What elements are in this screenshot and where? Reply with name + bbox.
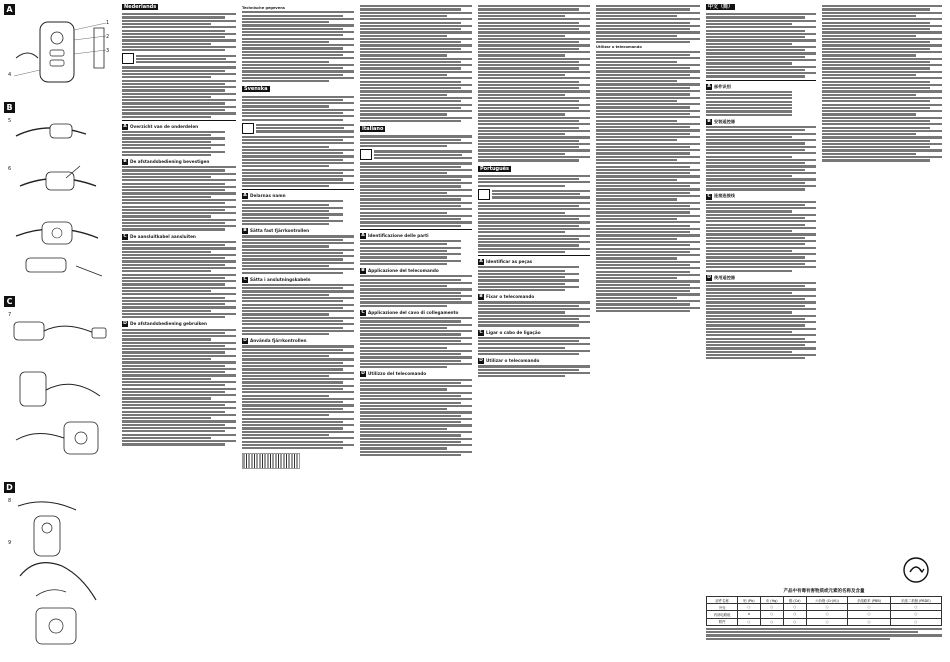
table-cell: ○ bbox=[806, 604, 848, 611]
callout-7: 7 bbox=[8, 312, 12, 318]
language-header-sv: Svenska bbox=[244, 86, 268, 93]
use-remote-illustration bbox=[6, 496, 114, 656]
section-letter: B bbox=[707, 118, 711, 124]
table-cell: ○ bbox=[806, 618, 848, 625]
section-letter: D bbox=[707, 274, 711, 280]
column-italiano bbox=[360, 4, 472, 658]
section-letter: D bbox=[243, 338, 247, 344]
waste-bin-icon bbox=[478, 189, 490, 200]
hazardous-substances-table bbox=[706, 588, 942, 641]
header-cell: 汞 (Hg) bbox=[760, 597, 783, 604]
section-letter: B bbox=[243, 228, 247, 234]
header-cell: 镉 (Cd) bbox=[783, 597, 806, 604]
language-header-it: Italiano bbox=[362, 126, 384, 133]
section-letter: C bbox=[707, 193, 711, 199]
table-cell: ○ bbox=[890, 604, 941, 611]
section-letter: B bbox=[123, 159, 127, 165]
section-letter: C bbox=[243, 276, 247, 282]
table-row bbox=[707, 611, 942, 618]
section-title: 安装遥控器 bbox=[714, 118, 735, 124]
section-title: 部件识别 bbox=[714, 83, 731, 89]
table-cell: ○ bbox=[890, 611, 941, 618]
section-letter: D bbox=[479, 358, 483, 364]
language-header-nl: Nederlands bbox=[124, 4, 157, 10]
section-letter: A bbox=[123, 123, 127, 129]
section-title: Applicazione del telecomando bbox=[368, 268, 439, 274]
table-cell: ○ bbox=[760, 611, 783, 618]
figure-letter-b: B bbox=[4, 102, 15, 113]
header-cell: 多溴联苯 (PBB) bbox=[848, 597, 890, 604]
callout-6: 6 bbox=[8, 166, 12, 172]
section-title: 使用遥控器 bbox=[714, 274, 735, 280]
section-letter: B bbox=[479, 294, 483, 300]
table-cell: ○ bbox=[848, 618, 890, 625]
section-title: Identificar as peças bbox=[486, 259, 533, 265]
figure-column bbox=[0, 0, 118, 662]
section-letter: D bbox=[123, 321, 127, 327]
section-letter: B bbox=[361, 268, 365, 274]
table-cell: 内部电路板 bbox=[707, 611, 738, 618]
column-portugues-cont bbox=[596, 4, 700, 658]
column-portugues bbox=[478, 4, 590, 658]
table-cell: × bbox=[738, 611, 760, 618]
section-letter: C bbox=[123, 233, 127, 239]
header-cell: 六价铬 (Cr(VI)) bbox=[806, 597, 848, 604]
language-header-pt: Português bbox=[480, 165, 510, 172]
callout-9: 9 bbox=[8, 540, 12, 546]
use-remote-heading: Utilizar o telecomando bbox=[596, 45, 642, 50]
section-title: De afstandsbediening gebruiken bbox=[130, 321, 207, 327]
table-cell: ○ bbox=[848, 611, 890, 618]
column-chinese-specs bbox=[822, 4, 942, 549]
environment-protection-use-period-icon bbox=[902, 556, 930, 584]
figure-letter-a: A bbox=[4, 4, 15, 15]
table-cell: ○ bbox=[760, 604, 783, 611]
waste-bin-icon bbox=[122, 53, 134, 64]
section-title: De afstandsbediening bevestigen bbox=[130, 158, 210, 164]
table-row bbox=[707, 604, 942, 611]
table-cell: ○ bbox=[848, 604, 890, 611]
table-cell: 外壳 bbox=[707, 604, 738, 611]
section-letter: C bbox=[361, 309, 365, 315]
figure-letter-c: C bbox=[4, 296, 15, 307]
language-header-zh: 中文（简） bbox=[708, 4, 734, 10]
table-cell: ○ bbox=[806, 611, 848, 618]
section-letter: D bbox=[361, 371, 365, 377]
callout-8: 8 bbox=[8, 498, 12, 504]
column-svenska bbox=[242, 4, 354, 658]
table-cell: ○ bbox=[783, 604, 806, 611]
table-cell: ○ bbox=[738, 618, 760, 625]
table-footnote bbox=[706, 628, 942, 640]
waste-bin-icon bbox=[360, 149, 372, 160]
section-title: Overzicht van de onderdelen bbox=[130, 123, 199, 129]
header-cell: 部件名称 bbox=[707, 597, 738, 604]
table-cell: ○ bbox=[783, 618, 806, 625]
callout-3: 3 bbox=[106, 48, 110, 54]
table-cell: ○ bbox=[738, 604, 760, 611]
section-letter: C bbox=[479, 329, 483, 335]
callout-2: 2 bbox=[106, 34, 110, 40]
callout-5: 5 bbox=[8, 118, 12, 124]
section-title: Ligar o cabo de ligação bbox=[486, 329, 541, 335]
connect-cable-illustration bbox=[6, 310, 114, 470]
waste-bin-icon bbox=[242, 123, 254, 134]
figure-letter-d: D bbox=[4, 482, 15, 493]
callout-4: 4 bbox=[8, 72, 12, 78]
section-title: Identificazione delle parti bbox=[368, 232, 429, 238]
remote-parts-illustration bbox=[6, 18, 114, 88]
section-letter: A bbox=[707, 83, 711, 89]
section-title: Delarnas namn bbox=[250, 193, 286, 199]
section-title: Fixar o telecomando bbox=[486, 294, 535, 300]
section-title: Sätta i anslutningskabeln bbox=[250, 276, 311, 282]
table-row bbox=[707, 618, 942, 625]
table-header-row bbox=[707, 597, 942, 604]
column-chinese bbox=[706, 4, 816, 584]
section-title: Utilizzo del telecomando bbox=[368, 371, 427, 377]
header-cell: 多溴二苯醚 (PBDE) bbox=[890, 597, 941, 604]
section-title: Applicazione del cavo di collegamento bbox=[368, 309, 459, 315]
barcode bbox=[242, 453, 300, 469]
callout-1: 1 bbox=[106, 20, 110, 26]
table-cell: 附件 bbox=[707, 618, 738, 625]
specs-heading: Technische gegevens bbox=[242, 6, 285, 10]
table-title: 产品中有毒有害物质或元素的名称及含量 bbox=[783, 589, 865, 594]
section-letter: A bbox=[243, 193, 247, 199]
table-cell: ○ bbox=[760, 618, 783, 625]
table-cell: ○ bbox=[890, 618, 941, 625]
section-title: Utilizar o telecomando bbox=[486, 358, 540, 364]
section-title: Använda fjärrkontrollen bbox=[250, 338, 307, 344]
attach-remote-illustration bbox=[6, 116, 114, 286]
section-title: Sätta fast fjärrkontrollen bbox=[250, 228, 310, 234]
section-letter: A bbox=[361, 232, 365, 238]
section-title: De aansluitkabel aansluiten bbox=[130, 233, 196, 239]
section-title: 连接连接线 bbox=[714, 193, 735, 199]
table-cell: ○ bbox=[783, 611, 806, 618]
section-letter: A bbox=[479, 259, 483, 265]
column-nederlands bbox=[122, 4, 236, 658]
header-cell: 铅 (Pb) bbox=[738, 597, 760, 604]
